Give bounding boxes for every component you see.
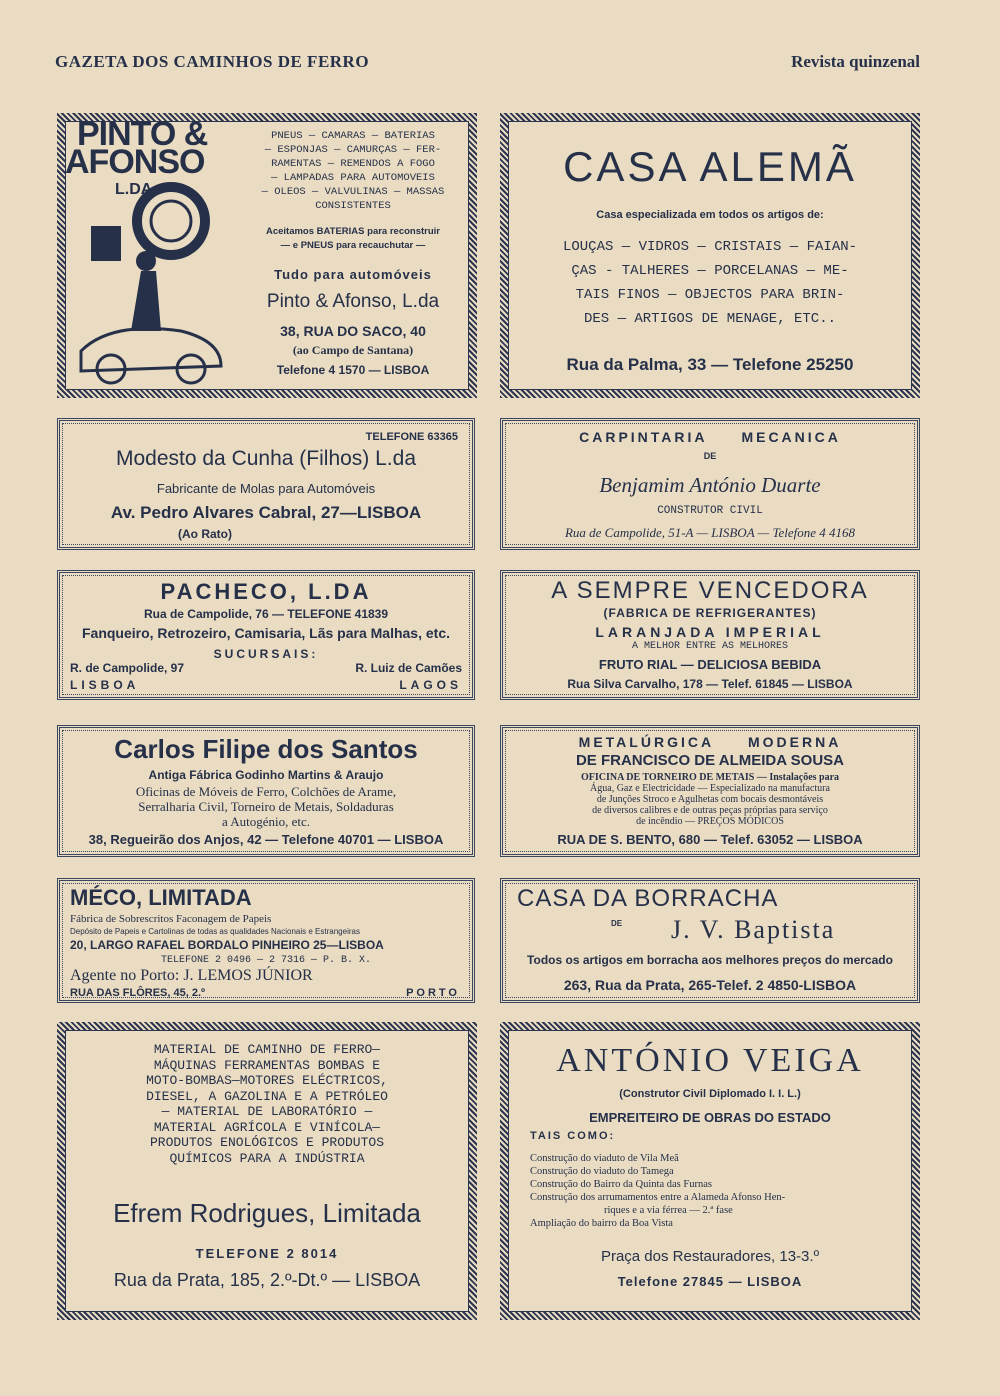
ad-casa-alema xyxy=(500,113,920,398)
metal-address: RUA DE S. BENTO, 680 — Telef. 63052 — LISBOA xyxy=(557,832,863,847)
pinto-logo-line1: PINTO & xyxy=(77,115,208,153)
sempre-address: Rua Silva Carvalho, 178 — Telef. 61845 — LISBOA xyxy=(567,677,853,691)
pinto-products-5: — OLEOS — VALVULINAS — MASSAS xyxy=(261,186,445,198)
carpintaria-role: CONSTRUTOR CIVIL xyxy=(657,505,763,517)
alema-products-1: LOUÇAS — VIDROS — CRISTAIS — FAIAN- xyxy=(562,239,858,255)
veiga-address: Praça dos Restauradores, 13-3.º xyxy=(600,1248,820,1265)
efrem-products-3: MOTO-BOMBAS—MOTORES ELÉCTRICOS, xyxy=(146,1073,388,1088)
veiga-item-2: Construção do viaduto do Tamega xyxy=(530,1166,674,1177)
journal-title: GAZETA DOS CAMINHOS DE FERRO xyxy=(55,52,370,71)
veiga-subtitle: (Construtor Civil Diplomado I. I. L.) xyxy=(619,1088,801,1100)
meco-line-2: Depósito de Papeis e Cartolinas de todas as qualidades Nacionais e Estrangeiras xyxy=(70,927,360,936)
efrem-phone: TELEFONE 2 8014 xyxy=(195,1246,339,1261)
veiga-tais: TAIS COMO: xyxy=(530,1130,616,1142)
veiga-phone: Telefone 27845 — LISBOA xyxy=(617,1274,803,1289)
efrem-products-7: PRODUTOS ENOLÓGICOS E PRODUTOS xyxy=(149,1135,385,1150)
ad-carpintaria-mecanica xyxy=(500,418,920,550)
pinto-products-6: CONSISTENTES xyxy=(315,200,391,212)
borracha-name: J. V. Baptista xyxy=(671,915,836,944)
carpintaria-address: Rua de Campolide, 51-A — LISBOA — Telefone 4 4168 xyxy=(564,525,856,540)
carpintaria-name: Benjamim António Duarte xyxy=(599,473,821,497)
borracha-address: 263, Rua da Prata, 265-Telef. 2 4850-LISBOA xyxy=(563,977,857,993)
pinto-name: Pinto & Afonso, L.da xyxy=(266,291,440,312)
pinto-tagline: Tudo para automóveis xyxy=(274,267,432,282)
efrem-products-1: MATERIAL DE CAMINHO DE FERRO— xyxy=(153,1042,381,1057)
metal-line-4: de diversos calibres e de outras peças próprias para serviço xyxy=(592,805,828,816)
sempre-product: LARANJADA IMPERIAL xyxy=(595,624,825,640)
modesto-note: (Ao Rato) xyxy=(178,527,232,541)
alema-subtitle: Casa especializada em todos os artigos de: xyxy=(596,209,824,221)
efrem-products-8: QUÍMICOS PARA A INDÚSTRIA xyxy=(169,1150,365,1166)
pinto-products-2: — ESPONJAS — CAMURÇAS — FER- xyxy=(264,144,442,156)
alema-title: CASA ALEMÃ xyxy=(563,143,857,190)
carpintaria-title: CARPINTARIA MECANICA xyxy=(579,429,841,445)
carlos-line-3: a Autogénio, etc. xyxy=(221,814,311,829)
veiga-item-5: riques e a via férrea — 2.ª fase xyxy=(604,1205,733,1216)
carlos-line-1: Oficinas de Móveis de Ferro, Colchões de Arame, xyxy=(135,784,397,799)
metal-name: DE FRANCISCO DE ALMEIDA SOUSA xyxy=(575,752,845,769)
journal-frequency: Revista quinzenal xyxy=(791,52,920,71)
meco-title: MÉCO, LIMITADA xyxy=(70,885,252,910)
veiga-role: EMPREITEIRO DE OBRAS DO ESTADO xyxy=(589,1110,831,1125)
pinto-products-4: — LAMPADAS PARA AUTOMOVEIS xyxy=(271,172,435,184)
veiga-item-1: Construção do viaduto de Vila Meã xyxy=(530,1153,679,1164)
pinto-logo-line3: L.DA xyxy=(115,181,153,198)
efrem-products-2: MÁQUINAS FERRAMENTAS BOMBAS E xyxy=(153,1057,381,1073)
ad-antonio-veiga xyxy=(500,1022,920,1320)
pacheco-title: PACHECO, L.DA xyxy=(160,579,372,604)
metal-line-3: de Junções Stroco e Agulhetas com bocais desmontáveis xyxy=(596,794,824,805)
pinto-logo-line2: AFONSO xyxy=(65,143,205,181)
carlos-subtitle: Antiga Fábrica Godinho Martins & Araujo xyxy=(148,768,384,782)
pacheco-branches-label: SUCURSAIS: xyxy=(213,647,319,661)
mascot-tire-illustration xyxy=(71,181,231,391)
sempre-slogan: FRUTO RIAL — DELICIOSA BEBIDA xyxy=(598,657,822,672)
alema-products-4: DES — ARTIGOS DE MENAGE, ETC.. xyxy=(583,311,837,327)
modesto-phone: TELEFONE 63365 xyxy=(365,431,458,443)
meco-line-1: Fábrica de Sobrescritos Faconagem de Papeis xyxy=(70,913,272,925)
alema-products-2: ÇAS - TALHERES — PORCELANAS — ME- xyxy=(571,263,849,279)
ad-carlos-filipe xyxy=(57,725,475,857)
efrem-products-4: DIESEL, A GAZOLINA E A PETRÓLEO xyxy=(146,1088,388,1104)
pinto-address: 38, RUA DO SACO, 40 xyxy=(280,323,426,339)
modesto-name: Modesto da Cunha (Filhos) L.da xyxy=(116,447,416,470)
alema-address: Rua da Palma, 33 — Telefone 25250 xyxy=(566,355,854,374)
efrem-products-5: — MATERIAL DE LABORATÓRIO — xyxy=(161,1104,373,1119)
borracha-subtitle: Todos os artigos em borracha aos melhores preços do mercado xyxy=(527,953,893,967)
alema-products-3: TAIS FINOS — OBJECTOS PARA BRIN- xyxy=(575,287,845,303)
efrem-address: Rua da Prata, 185, 2.º-Dt.º — LISBOA xyxy=(113,1270,421,1290)
modesto-trade: Fabricante de Molas para Automóveis xyxy=(156,481,376,496)
veiga-item-6: Ampliação do bairro da Boa Vista xyxy=(530,1218,673,1229)
pinto-phone: Telefone 4 1570 — LISBOA xyxy=(276,363,430,377)
sempre-title: A SEMPRE VENCEDORA xyxy=(551,577,869,604)
sempre-tag: A MELHOR ENTRE AS MELHORES xyxy=(631,641,789,652)
pacheco-branch-1: R. de Campolide, 97 xyxy=(70,661,185,675)
carlos-line-2: Serralharia Civil, Torneiro de Metais, Soldaduras xyxy=(138,799,394,814)
meco-agent-address: RUA DAS FLÔRES, 45, 2.º xyxy=(70,987,206,999)
ad-efrem-rodrigues xyxy=(57,1022,477,1320)
meco-agent-city: PORTO xyxy=(406,987,460,999)
pinto-note-2: — e PNEUS para recauchutar — xyxy=(280,240,426,251)
carpintaria-de: DE xyxy=(703,451,717,461)
sempre-subtitle: (FABRICA DE REFRIGERANTES) xyxy=(603,606,817,620)
modesto-address: Av. Pedro Alvares Cabral, 27—LISBOA xyxy=(110,503,422,522)
borracha-title: CASA DA BORRACHA xyxy=(517,885,779,912)
ad-meco-limitada xyxy=(57,878,475,1003)
ad-modesto-cunha xyxy=(57,418,475,550)
pinto-note-1: Aceitamos BATERIAS para reconstruir xyxy=(265,226,441,237)
ad-pinto-afonso xyxy=(57,113,477,398)
veiga-item-3: Construção do Bairro da Quinta das Furnas xyxy=(530,1179,712,1190)
meco-line-4: TELEFONE 2 0496 — 2 7316 — P. B. X. xyxy=(160,955,372,966)
metal-line-2: Água, Gaz e Electricidade — Especializado na manufactura xyxy=(590,783,830,794)
carlos-address: 38, Regueirão dos Anjos, 42 — Telefone 40701 — LISBOA xyxy=(88,832,444,847)
meco-line-3: 20, LARGO RAFAEL BORDALO PINHEIRO 25—LISBOA xyxy=(70,938,384,952)
metal-title: METALÚRGICA MODERNA xyxy=(578,734,842,750)
metal-line-1: OFICINA DE TORNEIRO DE METAIS — Instalações para xyxy=(580,772,840,783)
pacheco-branch-2: R. Luiz de Camões xyxy=(355,661,462,675)
pacheco-city-1: LISBOA xyxy=(70,678,140,692)
efrem-products-6: MATERIAL AGRÍCOLA E VINÍCOLA— xyxy=(153,1119,381,1135)
ad-pacheco xyxy=(57,570,475,700)
carlos-name: Carlos Filipe dos Santos xyxy=(114,734,418,764)
pacheco-trade: Fanqueiro, Retrozeiro, Camisaria, Lãs para Malhas, etc. xyxy=(81,625,450,641)
ad-sempre-vencedora xyxy=(500,570,920,700)
metal-line-5: de incêndio — PREÇOS MÓDICOS xyxy=(636,816,784,827)
efrem-name: Efrem Rodrigues, Limitada xyxy=(113,1198,421,1228)
veiga-name: ANTÓNIO VEIGA xyxy=(556,1042,864,1079)
pinto-products-1: PNEUS — CAMARAS — BATERIAS xyxy=(271,130,435,142)
ad-casa-borracha xyxy=(500,878,920,1003)
pacheco-address: Rua de Campolide, 76 — TELEFONE 41839 xyxy=(143,607,389,621)
ad-metalurgica-moderna xyxy=(500,725,920,857)
pinto-products-3: RAMENTAS — REMENDOS A FOGO xyxy=(271,158,435,170)
veiga-item-4: Construção dos arrumamentos entre a Alameda Afonso Hen- xyxy=(530,1192,786,1203)
pacheco-city-2: LAGOS xyxy=(399,678,462,692)
meco-agent: Agente no Porto: J. LEMOS JÚNIOR xyxy=(70,967,313,984)
borracha-de: DE xyxy=(611,919,623,928)
pinto-address-note: (ao Campo de Santana) xyxy=(292,343,414,357)
